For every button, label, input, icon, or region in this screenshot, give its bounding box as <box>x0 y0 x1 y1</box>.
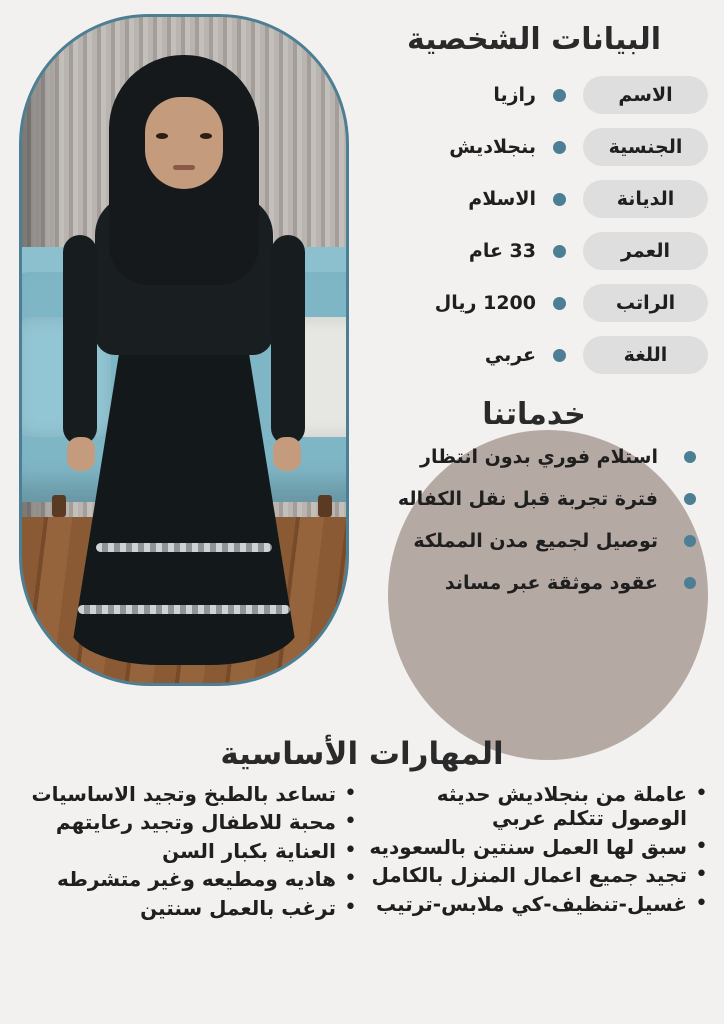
skill-item <box>14 867 359 891</box>
services-list <box>360 446 708 594</box>
skill-item <box>365 892 710 916</box>
dress-trim <box>78 605 290 614</box>
worker-photo <box>19 14 349 686</box>
info-label-pill: الديانة <box>583 180 708 218</box>
info-label-pill: الاسم <box>583 76 708 114</box>
service-item <box>360 446 708 468</box>
info-row <box>360 127 708 167</box>
bullet-dot-icon <box>684 451 696 463</box>
bullet-dot-icon <box>684 493 696 505</box>
personal-data-list <box>360 75 708 375</box>
service-text: عقود موثقة عبر مساند <box>444 572 658 594</box>
service-item <box>360 572 708 594</box>
bullet-dot-icon <box>553 193 566 206</box>
hand-left <box>67 437 95 471</box>
bullet-icon: • <box>344 866 357 892</box>
skill-text: ترغب بالعمل سنتين <box>140 895 337 920</box>
bullet-icon: • <box>344 894 357 920</box>
person-figure <box>59 45 309 683</box>
skills-title: المهارات الأساسية <box>220 736 504 772</box>
service-text: استلام فوري بدون انتظار <box>420 446 658 468</box>
bullet-dot-icon <box>553 141 566 154</box>
eye-right <box>200 133 212 139</box>
skills-grid <box>14 782 710 924</box>
bullet-dot-icon <box>553 297 566 310</box>
bullet-icon: • <box>344 781 357 806</box>
info-row <box>360 179 708 219</box>
skill-item <box>14 782 359 806</box>
bullet-icon: • <box>695 833 708 859</box>
skill-text: تساعد بالطبخ وتجيد الاساسيات <box>31 782 337 806</box>
arm-right <box>271 235 305 445</box>
bullet-icon: • <box>695 862 708 888</box>
skill-item <box>365 863 710 887</box>
bullet-icon: • <box>344 837 357 863</box>
skill-item <box>365 835 710 859</box>
skills-column-left <box>14 782 359 924</box>
info-value: رازيا <box>493 84 536 106</box>
skills-column-right <box>365 782 710 924</box>
info-label-pill: الجنسية <box>583 128 708 166</box>
personal-data-title: البيانات الشخصية <box>406 22 662 57</box>
bullet-dot-icon <box>553 89 566 102</box>
bullet-dot-icon <box>553 245 566 258</box>
skill-item <box>14 810 359 834</box>
info-column <box>360 14 708 740</box>
info-value: الاسلام <box>468 188 536 210</box>
face <box>145 97 223 189</box>
skill-text: عاملة من بنجلاديش حديثه الوصول تتكلم عربي <box>436 782 688 831</box>
skill-text: غسيل-تنظيف-كي ملابس-ترتيب <box>375 891 688 916</box>
bullet-icon: • <box>695 781 708 806</box>
service-item <box>360 530 708 552</box>
info-value: عربي <box>484 344 536 366</box>
info-label-pill: العمر <box>583 232 708 270</box>
bullet-dot-icon <box>553 349 566 362</box>
info-row <box>360 75 708 115</box>
skill-item <box>365 782 710 831</box>
service-item <box>360 488 708 510</box>
skill-text: سبق لها العمل سنتين بالسعوديه <box>369 834 688 859</box>
skill-text: محبة للاطفال وتجيد رعايتهم <box>55 810 337 835</box>
info-value: بنجلاديش <box>449 136 536 158</box>
service-text: توصيل لجميع مدن المملكة <box>413 530 658 552</box>
info-label-pill: اللغة <box>583 336 708 374</box>
bullet-dot-icon <box>684 577 696 589</box>
services-title: خدماتنا <box>482 397 586 432</box>
skill-text: تجيد جميع اعمال المنزل بالكامل <box>371 863 688 888</box>
photo-column <box>16 14 360 740</box>
photo-illustration <box>22 17 346 683</box>
info-value: 1200 ريال <box>434 292 536 314</box>
skill-item <box>14 839 359 863</box>
info-value: 33 عام <box>468 240 536 262</box>
bullet-icon: • <box>344 809 357 835</box>
skill-text: هاديه ومطيعه وغير متشرطه <box>56 867 337 892</box>
hand-right <box>273 437 301 471</box>
skill-text: العناية بكبار السن <box>162 838 337 863</box>
service-text: فترة تجربة قبل نقل الكفاله <box>397 488 658 510</box>
bullet-dot-icon <box>684 535 696 547</box>
info-row <box>360 335 708 375</box>
bullet-icon: • <box>695 890 708 916</box>
arm-left <box>63 235 97 445</box>
mouth <box>173 165 195 170</box>
dress-trim <box>96 543 272 552</box>
info-row <box>360 231 708 271</box>
info-label-pill: الراتب <box>583 284 708 322</box>
eye-left <box>156 133 168 139</box>
skills-section <box>0 736 724 924</box>
info-row <box>360 283 708 323</box>
skill-item <box>14 896 359 920</box>
